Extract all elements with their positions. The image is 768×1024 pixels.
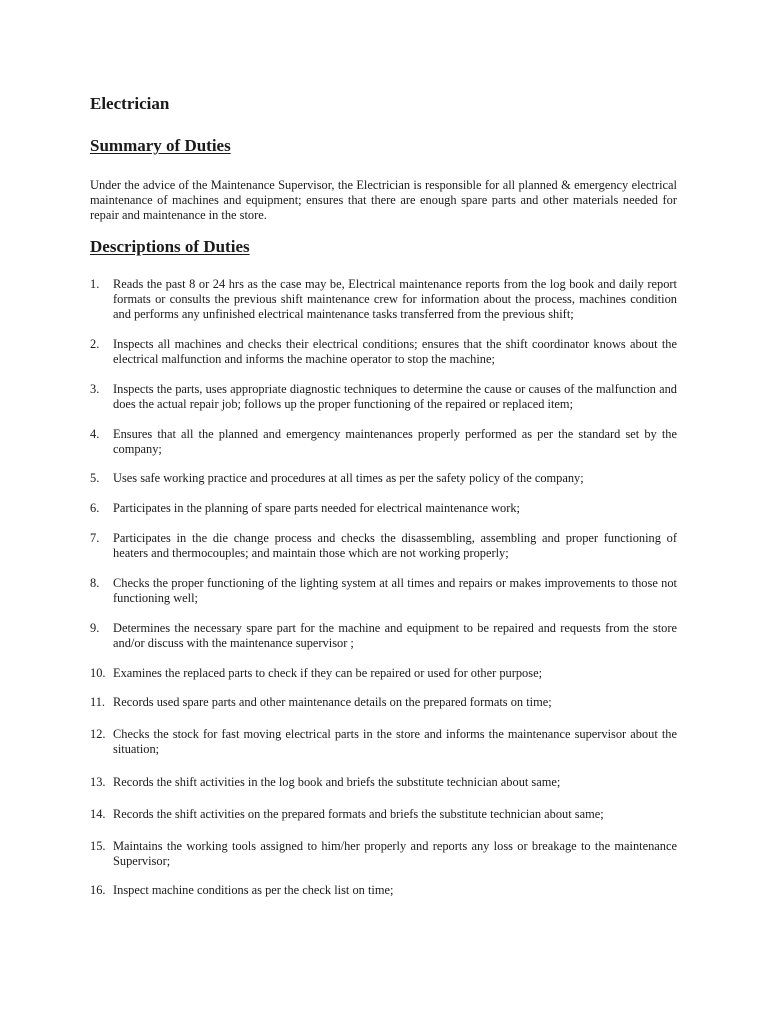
duty-text: Determines the necessary spare part for the machine and equipment to be repaired and requests from the store and/or discuss with the maintenance supervisor ; (113, 621, 677, 650)
duty-item (90, 382, 677, 412)
duty-text: Records used spare parts and other maintenance details on the prepared formats on time; (113, 695, 552, 709)
descriptions-heading: Descriptions of Duties (90, 237, 250, 256)
duty-text: Checks the proper functioning of the lighting system at all times and repairs or makes improvements to those not functioning well; (113, 576, 677, 605)
duty-text: Records the shift activities in the log book and briefs the substitute technician about same; (113, 775, 561, 789)
duty-item (90, 277, 677, 322)
duty-text: Reads the past 8 or 24 hrs as the case may be, Electrical maintenance reports from the log book and daily report formats or consults the previous shift maintenance crew for information about the process, machines condition and performs any unfinished electrical maintenance tasks transferred from the previous shift; (113, 277, 677, 321)
duty-item (90, 883, 677, 898)
duty-item (90, 727, 677, 757)
duty-text: Inspects the parts, uses appropriate diagnostic techniques to determine the cause or causes of the malfunction and does the actual repair job; follows up the proper functioning of the repaired or replaced item; (113, 382, 677, 411)
duty-item (90, 337, 677, 367)
duty-number: 12. (90, 727, 106, 741)
duty-item (90, 839, 677, 869)
duty-text: Checks the stock for fast moving electrical parts in the store and informs the maintenance supervisor about the situation; (113, 727, 677, 756)
duty-number: 15. (90, 839, 106, 853)
document-title: Electrician (90, 94, 170, 113)
duty-text: Records the shift activities on the prepared formats and briefs the substitute technician about same; (113, 807, 604, 821)
duty-item (90, 807, 677, 822)
duty-number: 7. (90, 531, 100, 545)
duty-number: 10. (90, 666, 106, 680)
duty-number: 1. (90, 277, 100, 291)
duty-text: Maintains the working tools assigned to him/her properly and reports any loss or breakage to the maintenance Supervisor; (113, 839, 677, 868)
duty-item (90, 775, 677, 790)
duty-item (90, 501, 677, 516)
duty-number: 13. (90, 775, 106, 789)
duty-number: 4. (90, 427, 100, 441)
duty-item (90, 471, 677, 486)
duty-number: 16. (90, 883, 106, 897)
duty-item (90, 531, 677, 561)
duty-number: 9. (90, 621, 100, 635)
duty-number: 5. (90, 471, 100, 485)
duty-text: Inspects all machines and checks their electrical conditions; ensures that the shift coordinator knows about the electrical malfunction and informs the machine operator to stop the machine; (113, 337, 677, 366)
duty-item (90, 621, 677, 651)
duty-number: 6. (90, 501, 100, 515)
duty-item (90, 695, 677, 710)
duty-item (90, 666, 677, 681)
duty-text: Examines the replaced parts to check if they can be repaired or used for other purpose; (113, 666, 543, 680)
duty-number: 11. (90, 695, 106, 709)
duty-text: Participates in the planning of spare parts needed for electrical maintenance work; (113, 501, 521, 515)
duty-number: 2. (90, 337, 100, 351)
duty-item (90, 427, 677, 457)
duty-text: Participates in the die change process and checks the disassembling, assembling and proper functioning of heaters and thermocouples; and maintain those which are not working properly; (113, 531, 677, 560)
summary-heading: Summary of Duties (90, 136, 231, 155)
duty-text: Inspect machine conditions as per the check list on time; (113, 883, 394, 897)
duty-number: 3. (90, 382, 100, 396)
duty-text: Ensures that all the planned and emergency maintenances properly performed as per the standard set by the company; (113, 427, 677, 456)
duty-number: 8. (90, 576, 100, 590)
duty-item (90, 576, 677, 606)
duty-text: Uses safe working practice and procedures at all times as per the safety policy of the company; (113, 471, 584, 485)
summary-paragraph: Under the advice of the Maintenance Supervisor, the Electrician is responsible for all planned & emergency electrical maintenance of machines and equipment; ensures that there are enough spare parts and other materials needed for repair and maintenance in the store. (90, 178, 677, 222)
duty-number: 14. (90, 807, 106, 821)
